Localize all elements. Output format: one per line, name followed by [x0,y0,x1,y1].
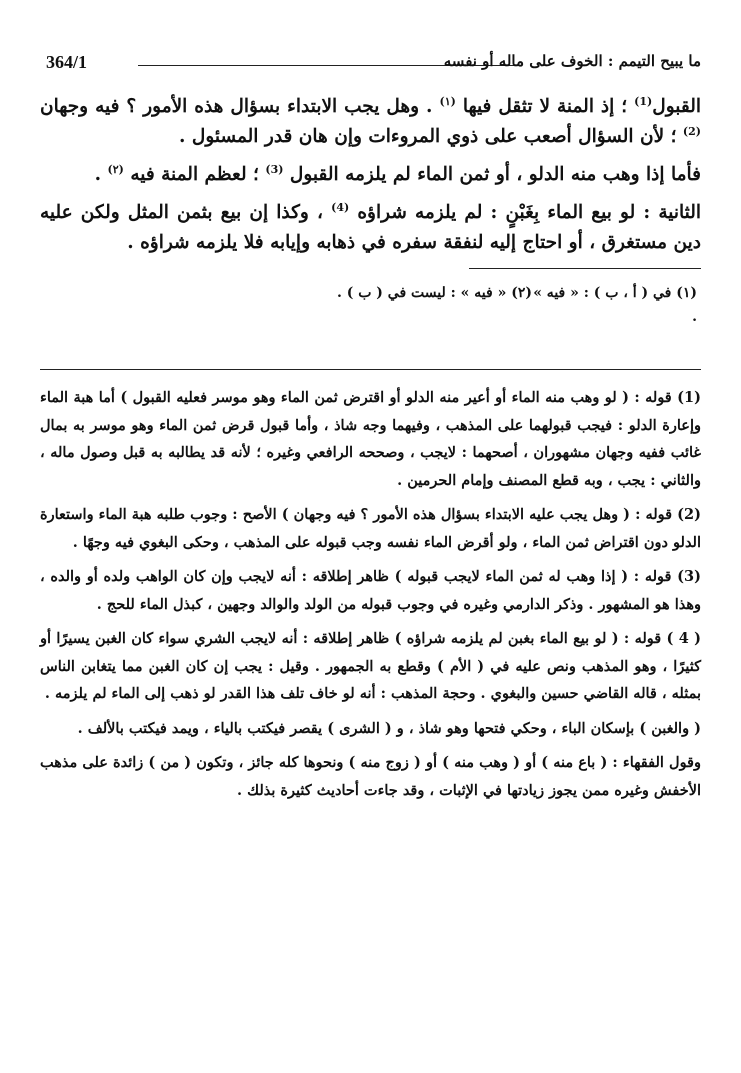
book-page [40,40,701,811]
main-text: القبول [652,96,701,117]
running-header [40,40,701,74]
commentary-note: (1) قوله : ( لو وهب منه الماء أو أعير منه الدلو أو اقترض ثمن الماء وهو موسر فعليه القبول ) أما هبة الماء وإعارة الدلو : فيجب قبولهما على المذهب ، وفيهما وجه شاذ ، وأما قبول قرض ثمن الماء وهو موسر به بمال غائب ففيه وجهان مشهوران ، أصحهما : لايجب ، وصححه الرافعي وغيره ؛ لأنه قد يطالبه به قبل وصول ماله ، والثاني : يجب ، وبه قطع المصنف وإمام الحرمين . [40,389,701,489]
main-text: فأما إذا وهب منه الدلو ، أو ثمن الماء لم يلزمه القبول [289,164,701,185]
commentary-note: (3) قوله : ( إذا وهب له ثمن الماء لايجب قبوله ) ظاهر إطلاقه : أنه لايجب وإن كان الواهب ولده أو والده ، وهذا هو المشهور . وذكر الدارمي وغيره في وجوب قبوله من الولد والوالد وجهين ، كبذل الماء للحج . [40,568,701,613]
footnote-ref[interactable]: (1) [634,94,653,108]
main-text: ؛ إذ المنة لا تثقل فيها [462,96,628,117]
source-notes [40,281,701,329]
commentary-divider [40,369,701,370]
main-text: . وهل يجب الابتداء بسؤال هذه الأمور ؟ فيه وجهان [40,96,433,117]
section-lead: الثانية [658,202,701,223]
footnote-ref[interactable]: (3) [265,162,284,176]
main-paragraph-3 [40,198,701,258]
commentary-note: وقول الفقهاء : ( باع منه ) أو ( وهب منه ) أو ( زوج منه ) ونحوها كله جائز ، وتكون ( من ) زائدة على مذهب الأخفش وغيره ممن يجوز زيادتها في الإثبات ، وقد جاءت أحاديث كثيرة بذلك . [40,754,701,799]
page-number: 364/1 [46,52,88,72]
source-note: (٢) « فيه » : ليست في ( ب ) . [336,285,532,301]
running-title: ما يبيح التيمم : الخوف على ماله أو نفسه [443,52,701,70]
footnote-ref[interactable]: (2) [682,124,701,138]
main-paragraph-2 [40,160,701,190]
footnote-ref[interactable]: (٢) [107,162,124,176]
main-text: . [94,164,102,185]
main-text: ، وكذا إن بيع بثمن المثل ولكن عليه دين مستغرق ، أو احتاج إليه لنفقة سفره في ذهابه وإيابه فلا يلزمه شراؤه . [40,202,701,253]
footnote-ref[interactable]: (4) [331,200,350,214]
main-text: : لو بيع الماء بِغَبْنٍ : لم يلزمه شراؤه [357,202,651,223]
main-paragraph-1 [40,92,701,152]
commentary-note: ( 4 ) قوله : ( لو بيع الماء بغبن لم يلزمه شراؤه ) ظاهر إطلاقه : أنه لايجب الشري سواء كان الغبن يسيرًا أو كثيرًا ، وهو المذهب ونص عليه في ( الأم ) وقطع به الجمهور . وقيل : يجب إن كان الغبن مما يتغابن الناس بمثله ، قاله القاضي حسين والبغوي . وحجة المذهب : أنه لو خاف تلف هذا القدر لو ذهب إلى الماء لم يلزمه . [40,630,701,702]
commentary-note: (2) قوله : ( وهل يجب عليه الابتداء بسؤال هذه الأمور ؟ فيه وجهان ) الأصح : وجوب طلبه هبة الماء واستعارة الدلو دون اقتراض ثمن الماء ، ولو أقرض الماء نفسه وجب قبوله على المذهب ، وحكى البغوي فيه وجهًا . [40,506,701,551]
main-text: ؛ لعظم المنة فيه [130,164,259,185]
footnote-ref[interactable]: (١) [439,94,456,108]
commentary-note: ( والغبن ) بإسكان الباء ، وحكي فتحها وهو شاذ ، و ( الشرى ) يقصر فيكتب بالياء ، ويمد فيكتب بالألف . [77,719,701,737]
footnote-divider [469,268,701,269]
source-note: (١) في ( أ ، ب ) : « فيه » . [533,285,697,325]
main-text: ؛ لأن السؤال أصعب على ذوي المروءات وإن هان قدر المسئول . [179,126,677,147]
